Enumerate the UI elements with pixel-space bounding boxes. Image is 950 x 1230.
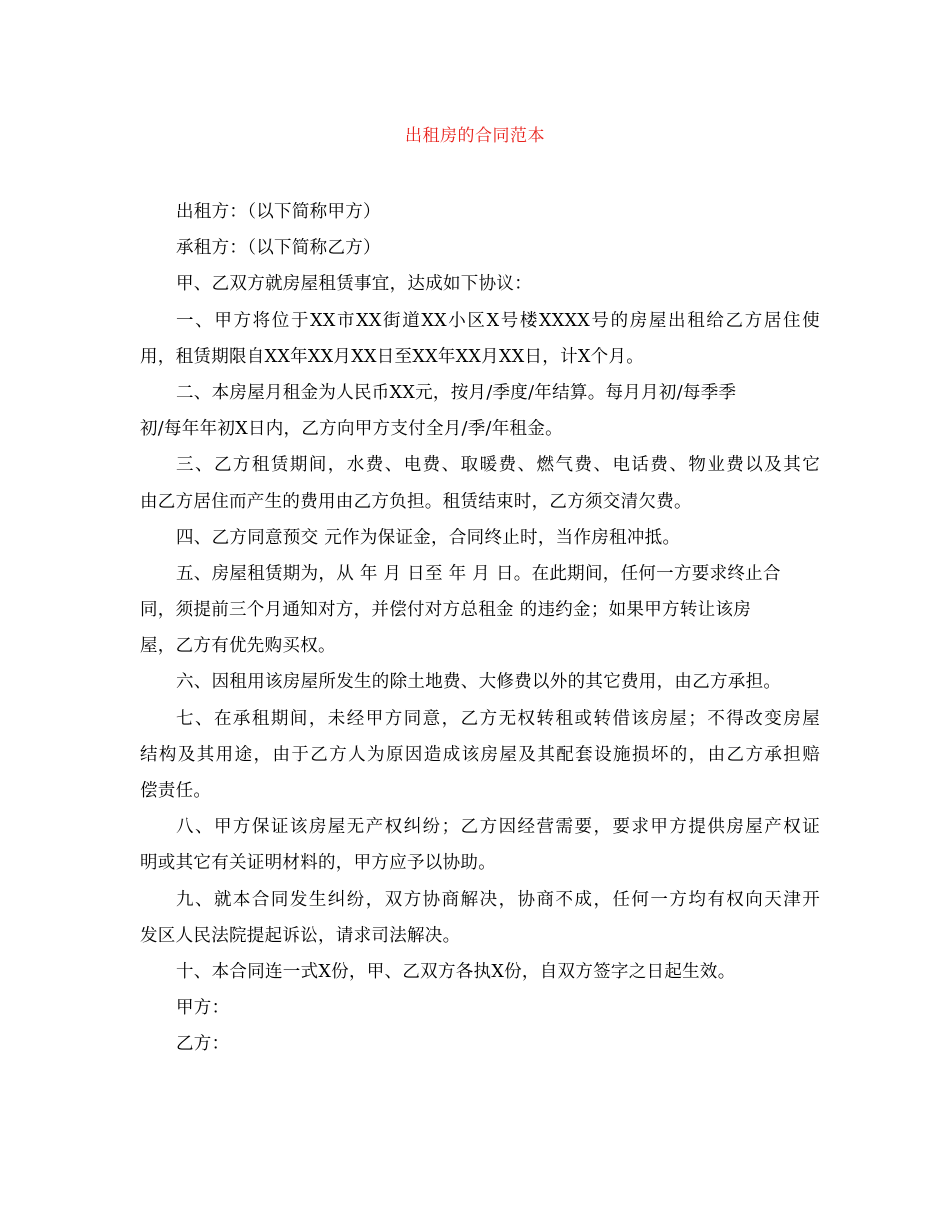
clause-10-line-1: 十、本合同连一式X份，甲、乙双方各执X份，自双方签字之日起生效。: [176, 961, 736, 982]
clause-4-line-1: 四、乙方同意预交 元作为保证金，合同终止时，当作房租冲抵。: [176, 527, 681, 548]
clause-2-line-2: 初/每年年初X日内，乙方向甲方支付全月/季/年租金。: [140, 419, 563, 440]
clause-9-line-1: 九、就本合同发生纠纷，双方协商解决，协商不成，任何一方均有权向天津开: [176, 889, 820, 910]
clause-1-line-1: 一、甲方将位于XX市XX街道XX小区X号楼XXXX号的房屋出租给乙方居住使: [176, 310, 820, 331]
party-lessee-line: 承租方：（以下简称乙方）: [176, 238, 381, 259]
clause-7-line-1: 七、在承租期间，未经甲方同意，乙方无权转租或转借该房屋；不得改变房屋: [176, 708, 820, 729]
clause-1-line-2: 用，租赁期限自XX年XX月XX日至XX年XX月XX日，计X个月。: [140, 346, 645, 367]
signature-party-b: 乙方：: [176, 1034, 230, 1055]
clause-9-line-2: 发区人民法院提起诉讼，请求司法解决。: [140, 925, 461, 946]
clause-5-line-3: 屋，乙方有优先购买权。: [140, 636, 336, 657]
clause-5-line-2: 同，须提前三个月通知对方，并偿付对方总租金 的违约金；如果甲方转让该房: [140, 600, 752, 621]
document-body: [140, 194, 820, 1063]
clause-5-line-1: 五、房屋租赁期为，从 年 月 日至 年 月 日。在此期间，任何一方要求终止合: [176, 563, 781, 584]
clause-8-line-1: 八、甲方保证该房屋无产权纠纷；乙方因经营需要，要求甲方提供房屋产权证: [176, 817, 820, 838]
clause-7-line-3: 偿责任。: [140, 781, 212, 801]
clause-3-line-1: 三、乙方租赁期间，水费、电费、取暖费、燃气费、电话费、物业费以及其它: [176, 455, 820, 476]
clause-6-line-1: 六、因租用该房屋所发生的除土地费、大修费以外的其它费用，由乙方承担。: [176, 672, 782, 693]
clause-2-line-1: 二、本房屋月租金为人民币XX元，按月/季度/年结算。每月月初/每季季: [176, 382, 737, 403]
document-title: 出租房的合同范本: [405, 126, 545, 146]
signature-party-a: 甲方：: [176, 998, 230, 1019]
clause-3-line-2: 由乙方居住而产生的费用由乙方负担。租赁结束时，乙方须交清欠费。: [140, 491, 692, 512]
clause-8-line-2: 明或其它有关证明材料的，甲方应予以协助。: [140, 853, 496, 874]
agreement-intro-line: 甲、乙双方就房屋租赁事宜，达成如下协议：: [176, 274, 532, 295]
clause-7-line-2: 结构及其用途，由于乙方人为原因造成该房屋及其配套设施损坏的，由乙方承担赔: [140, 744, 820, 765]
party-lessor-line: 出租方：（以下简称甲方）: [176, 202, 381, 222]
